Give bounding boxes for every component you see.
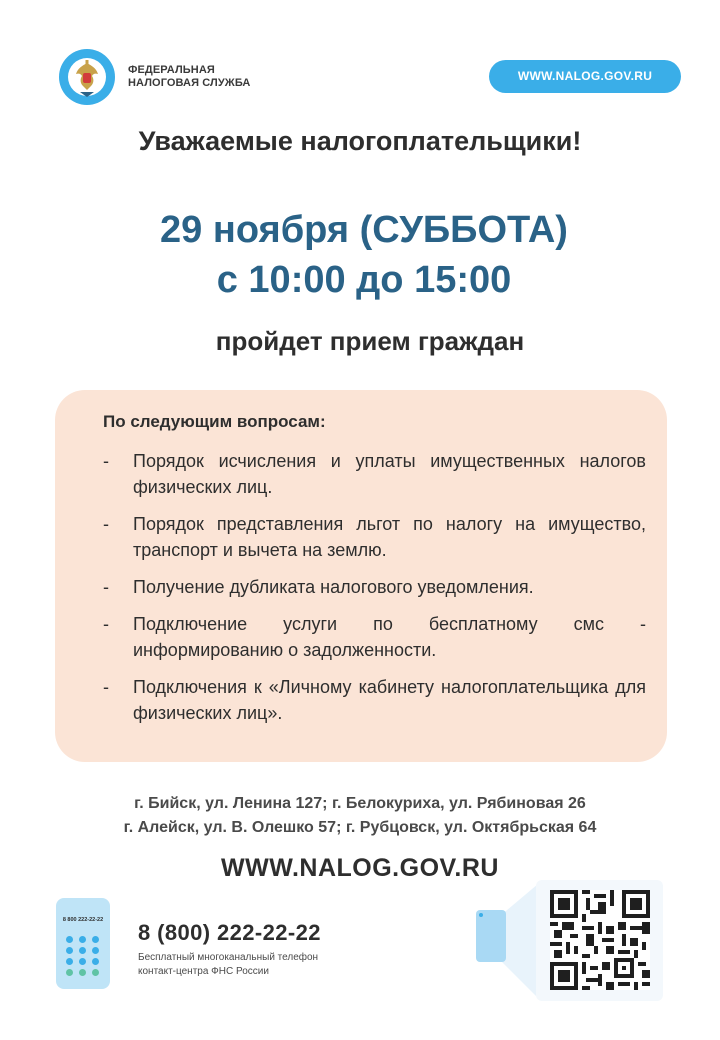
hotline-description-line2: контакт-центра ФНС России	[138, 966, 269, 977]
time-heading: с 10:00 до 15:00	[216, 259, 512, 301]
list-item	[103, 574, 646, 600]
date-heading: 29 ноября (СУББОТА)	[160, 209, 568, 251]
greeting-heading: Уважаемые налогоплательщики!	[138, 126, 582, 156]
smartphone-icon	[476, 910, 506, 962]
topics-panel	[55, 390, 667, 762]
topics-list	[103, 448, 646, 737]
bullet-dash: -	[103, 577, 109, 597]
reception-heading: пройдет прием граждан	[215, 326, 525, 356]
list-item-text: Получение дубликата налогового уведомления.	[133, 577, 534, 597]
phone-keypad-icon	[66, 936, 100, 976]
list-item	[103, 448, 646, 500]
hotline-phone-number[interactable]: 8 (800) 222-22-22	[138, 920, 321, 945]
list-item-text: Порядок представления льгот по налогу на имущество, транспорт и вычета на землю.	[133, 514, 646, 560]
list-item	[103, 611, 646, 663]
site-link[interactable]: WWW.NALOG.GOV.RU	[221, 854, 499, 882]
qr-code-icon[interactable]	[550, 890, 650, 990]
header	[0, 0, 720, 110]
hotline-description	[138, 951, 318, 979]
fns-emblem-icon	[58, 48, 116, 106]
list-item	[103, 674, 646, 726]
bullet-dash: -	[103, 614, 109, 634]
org-name	[128, 64, 250, 90]
list-item-text: Подключение услуги по бесплатному смс - информированию о задолженности.	[133, 614, 646, 660]
address-line-2: г. Алейск, ул. В. Олешко 57; г. Рубцовск, ул. Октябрьская 64	[123, 819, 597, 836]
list-item-text: Подключения к «Личному кабинету налогоплательщика для физических лиц».	[133, 677, 646, 723]
qr-section	[470, 880, 670, 1005]
address-line-1: г. Бийск, ул. Ленина 127; г. Белокуриха, ул. Рябиновая 26	[134, 795, 586, 812]
bullet-dash: -	[103, 677, 109, 697]
list-item	[103, 511, 646, 563]
bullet-dash: -	[103, 451, 109, 471]
topics-title: По следующим вопросам:	[103, 412, 326, 431]
phone-icon	[56, 898, 110, 989]
list-item-text: Порядок исчисления и уплаты имущественных налогов физических лиц.	[133, 451, 646, 497]
hotline-description-line1: Бесплатный многоканальный телефон	[138, 952, 319, 963]
site-link-button[interactable]: WWW.NALOG.GOV.RU	[489, 60, 681, 93]
bullet-dash: -	[103, 514, 109, 534]
org-name-line1: ФЕДЕРАЛЬНАЯ	[128, 64, 215, 76]
addresses	[0, 792, 720, 840]
phone-icon-number: 8 800 222-22-22	[62, 917, 104, 923]
org-name-line2: НАЛОГОВАЯ СЛУЖБА	[128, 77, 251, 89]
